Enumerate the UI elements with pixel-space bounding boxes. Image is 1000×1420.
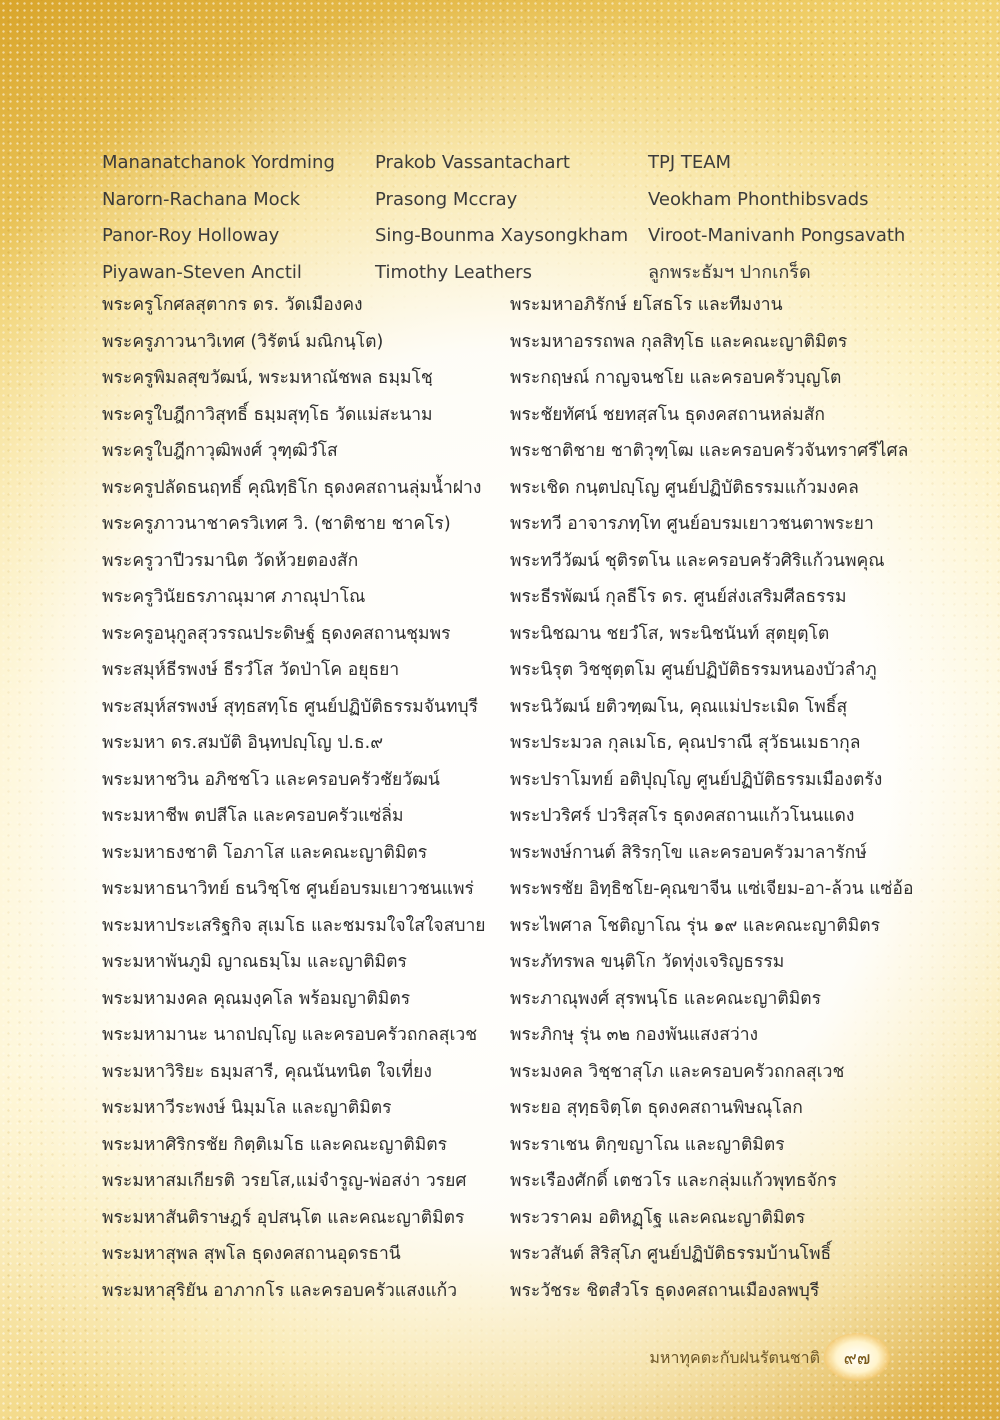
donor-name: พระกฤษณ์ กาญจนชโย และครอบครัวบุญโต bbox=[510, 368, 842, 388]
book-title-footer: มหาทุคตะกับฝนรัตนชาติ bbox=[649, 1348, 820, 1367]
donor-name: พระภาณุพงศ์ สุรพนฺโธ และคณะญาติมิตร bbox=[510, 988, 822, 1009]
donor-list-thai bbox=[102, 288, 932, 1310]
donor-name: พระมหาชวิน อภิชชโว และครอบครัวชัยวัฒน์ bbox=[102, 769, 440, 790]
donor-name: พระเรืองศักดิ์ เตชวโร และกลุ่มแก้วพุทธจักร bbox=[510, 1171, 837, 1191]
donor-name: พระนิชฌาน ชยวํโส, พระนิชนันท์ สุตยุตฺโต bbox=[510, 623, 830, 644]
donor-name: พระครูพิมลสุขวัฒน์, พระมหาณัชพล ธมฺมโชฺ bbox=[102, 368, 433, 388]
donor-name: พระราเชน ติกฺขญาโณ และญาติมิตร bbox=[510, 1134, 785, 1155]
donor-name: พระครูปลัดธนฤทธิ์ คุณิทฺธิโก ธุดงคสถานลุ่มน้ำฝาง bbox=[102, 477, 482, 498]
donor-name: พระมหาประเสริฐกิจ สุเมโธ และชมรมใจใสใจสบาย bbox=[102, 915, 486, 936]
donor-name: พระไพศาล โชติญาโณ รุ่น ๑๙ และคณะญาติมิตร bbox=[510, 915, 881, 936]
donor-name: Panor-Roy Holloway bbox=[102, 225, 280, 247]
donor-name: พระมหาธนาวิทย์ ธนวิชฺโช ศูนย์อบรมเยาวชนแพร่ bbox=[102, 879, 474, 899]
donor-name: พระภิกษุ รุ่น ๓๒ กองพันแสงสว่าง bbox=[510, 1025, 759, 1045]
donor-name: พระวัชระ ชิตสํวโร ธุดงคสถานเมืองลพบุรี bbox=[510, 1280, 820, 1301]
donor-name: พระมหาสันติราษฎร์ อุปสนฺโต และคณะญาติมิตร bbox=[102, 1207, 465, 1228]
donor-name: Viroot-Manivanh Pongsavath bbox=[648, 225, 906, 247]
donor-name: พระมหา ดร.สมบัติ อินฺทปญฺโญ ป.ธ.๙ bbox=[102, 733, 384, 753]
donor-name: พระครูใบฎีกาวุฒิพงศ์ วุฑฺฒิวํโส bbox=[102, 441, 338, 461]
donor-name: TPJ TEAM bbox=[648, 152, 732, 173]
donor-name: พระมหาวิริยะ ธมฺมสารี, คุณนันทนิต ใจเที่ยง bbox=[102, 1061, 432, 1082]
donor-name: พระมหาวีระพงษ์ นิมฺมโล และญาติมิตร bbox=[102, 1098, 392, 1118]
donor-name: พระครูภาวนาชาครวิเทศ วิ. (ชาติชาย ชาคโร) bbox=[102, 514, 451, 534]
donor-name: พระปวริศร์ ปวริสุสโร ธุดงคสถานแก้วโนนแดง bbox=[510, 806, 855, 826]
donor-name: พระปราโมทย์ อติปุญฺโญ ศูนย์ปฏิบัติธรรมเมืองตรัง bbox=[510, 769, 883, 790]
donor-name: พระมหามงคล คุณมงฺคโล พร้อมญาติมิตร bbox=[102, 988, 411, 1009]
donor-name: พระมหาอภิรักษ์ ยโสธโร และทีมงาน bbox=[510, 295, 783, 315]
donor-name: พระภัทรพล ขนฺติโก วัดทุ่งเจริญธรรม bbox=[510, 952, 785, 972]
donor-name: Prakob Vassantachart bbox=[375, 152, 570, 173]
donor-name: พระมงคล วิชฺชาสุโภ และครอบครัวถกลสุเวช bbox=[510, 1061, 845, 1082]
donor-name: พระมหาอรรถพล กุลสิทฺโธ และคณะญาติมิตร bbox=[510, 331, 848, 352]
donor-name: พระทวีวัฒน์ ชุติรตโน และครอบครัวศิริแก้วนพคุณ bbox=[510, 550, 885, 571]
donor-name: Timothy Leathers bbox=[375, 262, 532, 284]
donor-name: Sing-Bounma Xaysongkham bbox=[375, 225, 629, 247]
donor-name: Veokham Phonthibsvads bbox=[648, 188, 869, 210]
donor-name: พระครูใบฎีกาวิสุทธิ์ ธมฺมสุทฺโธ วัดแม่สะนาม bbox=[102, 404, 433, 425]
donor-name: พระวสันต์ สิริสุโภ ศูนย์ปฏิบัติธรรมบ้านโพธิ์ bbox=[510, 1244, 832, 1264]
donor-name: พระทวี อาจารภทฺโท ศูนย์อบรมเยาวชนตาพระยา bbox=[510, 514, 874, 534]
donor-name: พระมหาสุพล สุพโล ธุดงคสถานอุดรธานี bbox=[102, 1244, 401, 1264]
donor-name: พระมหาพันภูมิ ญาณธมฺโม และญาติมิตร bbox=[102, 952, 407, 972]
donor-name: พระชาติชาย ชาติวุฑฺโฒ และครอบครัวจันทราศรีไศล bbox=[510, 441, 909, 461]
donor-name: พระมหาสุริยัน อาภากโร และครอบครัวแสงแก้ว bbox=[102, 1280, 458, 1301]
donor-name: พระครูอนุกูลสุวรรณประดิษฐ์ ธุดงคสถานชุมพร bbox=[102, 623, 451, 644]
donor-name: พระมหาธงชาติ โอภาโส และคณะญาติมิตร bbox=[102, 842, 428, 863]
donor-name: ลูกพระธัมฯ ปากเกร็ด bbox=[648, 262, 811, 284]
donor-name: พระครูวาปีวรมานิต วัดห้วยตองสัก bbox=[102, 550, 359, 571]
donor-name: Prasong Mccray bbox=[375, 188, 518, 210]
donor-name: พระเชิด กนฺตปญฺโญ ศูนย์ปฏิบัติธรรมแก้วมงคล bbox=[510, 477, 859, 498]
donor-name: พระสมุห์ธีรพงษ์ ธีรวํโส วัดป่าโค อยุธยา bbox=[102, 660, 400, 680]
donor-name: พระพงษ์กานต์ สิริรกฺโข และครอบครัวมาลารักษ์ bbox=[510, 842, 867, 863]
donor-name: พระมหามานะ นาถปญฺโญ และครอบครัวถกลสุเวช bbox=[102, 1025, 478, 1045]
donor-name: พระนิรุต วิชชุตฺตโม ศูนย์ปฏิบัติธรรมหนองบัวลำภู bbox=[510, 660, 877, 680]
donor-name: พระวราคม อติหฏฺโฐ และคณะญาติมิตร bbox=[510, 1207, 806, 1228]
donor-name: พระธีรพัฒน์ กุลธีโร ดร. ศูนย์ส่งเสริมศีลธรรม bbox=[510, 587, 847, 607]
donor-name: พระนิวัฒน์ ยติวฑฺฒโน, คุณแม่ประเมิด โพธิ์สุ bbox=[510, 696, 848, 717]
donor-name: พระชัยทัศน์ ชยทสฺสโน ธุดงคสถานหล่มสัก bbox=[510, 404, 826, 425]
donor-name: พระยอ สุทฺธจิตฺโต ธุดงคสถานพิษณุโลก bbox=[510, 1098, 803, 1118]
donor-name: พระประมวล กุลเมโธ, คุณปราณี สุวัธนเมธากุล bbox=[510, 733, 861, 753]
donor-name: Piyawan-Steven Anctil bbox=[102, 262, 302, 284]
donor-name: พระมหาชีพ ตปสีโล และครอบครัวแซ่ลิ่ม bbox=[102, 806, 404, 826]
donor-list-english bbox=[102, 148, 922, 295]
donor-name: พระสมุห์สรพงษ์ สุทฺธสทฺโธ ศูนย์ปฏิบัติธรรมจันทบุรี bbox=[102, 696, 479, 717]
page-number: ๙๗ bbox=[824, 1333, 890, 1381]
donor-name: Mananatchanok Yordming bbox=[102, 152, 335, 173]
donor-name: พระครูวินัยธรภาณุมาศ ภาณุปาโณ bbox=[102, 587, 366, 607]
donor-name: พระครูโกศลสุตากร ดร. วัดเมืองคง bbox=[102, 295, 363, 315]
donor-name: Narorn-Rachana Mock bbox=[102, 188, 300, 210]
donor-name: พระครูภาวนาวิเทศ (วิรัตน์ มณิกนฺโต) bbox=[102, 331, 384, 352]
donor-name: พระมหาศิริกรชัย กิตฺติเมโธ และคณะญาติมิตร bbox=[102, 1134, 448, 1155]
donor-name: พระมหาสมเกียรติ วรยโส,แม่จำรูญ-พ่อสง่า วรยศ bbox=[102, 1171, 467, 1191]
donor-name: พระพรชัย อิทฺธิชโย-คุณขาจีน แซ่เจียม-อา-ล้วน แซ่อ้อ bbox=[510, 879, 914, 899]
